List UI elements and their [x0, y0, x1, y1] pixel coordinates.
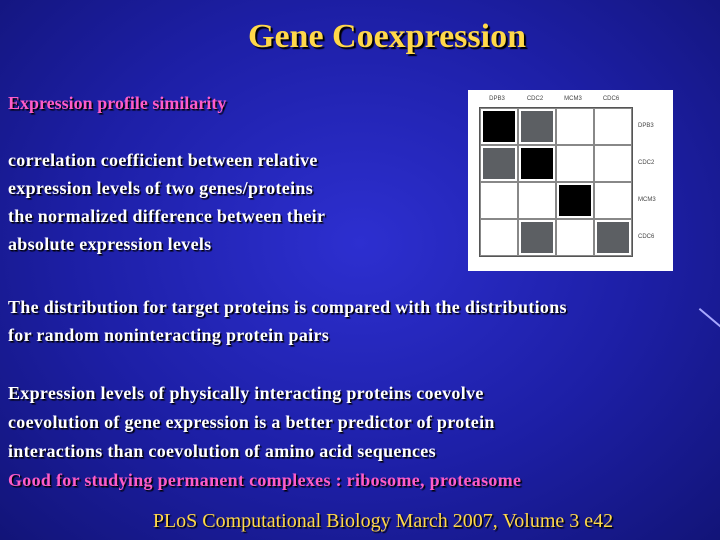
- section3-line: Expression levels of physically interacting proteins coevolve: [8, 383, 484, 403]
- matrix-cell: [480, 219, 518, 256]
- matrix-cell: [556, 182, 594, 219]
- matrix-cell: [518, 145, 556, 182]
- matrix-column-label: DPB3: [489, 96, 505, 102]
- matrix-row-label: CDC6: [638, 234, 655, 240]
- matrix-cell-fill: [483, 148, 515, 179]
- matrix-cell-fill: [559, 222, 591, 253]
- matrix-cell: [518, 108, 556, 145]
- slide-title: Gene Coexpression: [248, 18, 526, 55]
- section1-line: the normalized difference between their: [8, 206, 326, 226]
- section3-line: coevolution of gene expression is a better predictor of protein: [8, 412, 495, 432]
- section1-line: absolute expression levels: [8, 234, 212, 254]
- pointer-line: [699, 308, 720, 331]
- matrix-cell-fill: [521, 222, 553, 253]
- coexpression-matrix-figure: [468, 90, 673, 271]
- matrix-cell: [518, 182, 556, 219]
- matrix-cell: [556, 145, 594, 182]
- section1-line: correlation coefficient between relative: [8, 150, 318, 170]
- matrix-cell: [480, 182, 518, 219]
- citation-footer: PLoS Computational Biology March 2007, Volume 3 e42: [152, 510, 614, 532]
- matrix-grid: [479, 107, 633, 257]
- matrix-cell: [594, 219, 632, 256]
- matrix-cell: [480, 145, 518, 182]
- matrix-cell-fill: [597, 222, 629, 253]
- matrix-row-label: CDC2: [638, 160, 655, 166]
- matrix-cell-fill: [521, 111, 553, 142]
- matrix-cell: [556, 108, 594, 145]
- matrix-cell: [518, 219, 556, 256]
- matrix-cell: [594, 145, 632, 182]
- matrix-cell-fill: [521, 185, 553, 216]
- matrix-cell: [594, 108, 632, 145]
- matrix-cell: [594, 182, 632, 219]
- section2-line: for random noninteracting protein pairs: [8, 325, 330, 345]
- matrix-cell: [480, 108, 518, 145]
- section3-body: [8, 379, 521, 495]
- section1-body: [8, 146, 325, 258]
- matrix-cell-fill: [559, 148, 591, 179]
- section2-line: The distribution for target proteins is compared with the distributions: [8, 297, 567, 317]
- matrix-cell-fill: [597, 111, 629, 142]
- section3-highlight: Good for studying permanent complexes : ribosome, proteasome: [8, 470, 522, 490]
- section2-body: [8, 293, 567, 349]
- matrix-cell-fill: [559, 111, 591, 142]
- matrix-row-label: MCM3: [638, 197, 656, 203]
- matrix-cell: [556, 219, 594, 256]
- matrix-cell-fill: [483, 185, 515, 216]
- matrix-cell-fill: [483, 111, 515, 142]
- section1-heading: Expression profile similarity: [8, 93, 227, 113]
- section1-line: expression levels of two genes/proteins: [8, 178, 314, 198]
- matrix-row-label: DPB3: [638, 123, 654, 129]
- section3-line: interactions than coevolution of amino acid sequences: [8, 441, 436, 461]
- matrix-column-label: CDC2: [526, 96, 544, 102]
- matrix-column-label: CDC6: [602, 96, 620, 102]
- matrix-column-label: MCM3: [564, 96, 582, 102]
- matrix-cell-fill: [597, 148, 629, 179]
- matrix-cell-fill: [483, 222, 515, 253]
- matrix-cell-fill: [597, 185, 629, 216]
- matrix-cell-fill: [521, 148, 553, 179]
- matrix-cell-fill: [559, 185, 591, 216]
